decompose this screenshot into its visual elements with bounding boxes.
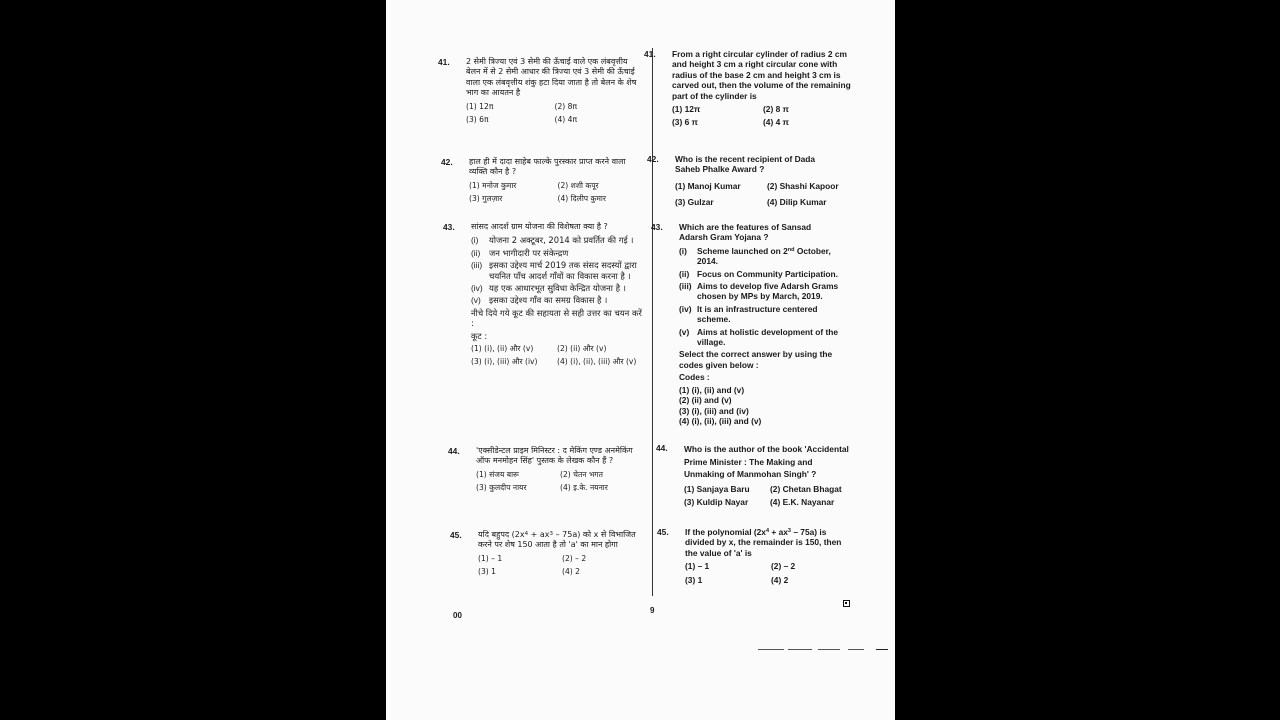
question-text: From a right circular cylinder of radius 2 cm and height 3 cm a right circular cone with radius of the base 2 cm and height 3 cm is carved out, then the volume of the remaining part of the cylinder is: [672, 49, 851, 101]
options: [471, 344, 643, 368]
option-1: (1) Manoj Kumar: [675, 180, 741, 191]
statement-ii: (ii) Focus on Community Participation.: [679, 268, 838, 279]
code-option-2: (2) (ii) and (v): [679, 395, 732, 406]
instruction-text: Select the correct answer by using the codes given below :: [679, 349, 833, 370]
question-text: Who is the author of the book 'Accidental Prime Minister : The Making and Unmaking of Manmohan Singh' ?: [684, 444, 849, 479]
question-43-hindi: [443, 222, 643, 368]
question-45-english: [657, 527, 849, 585]
codes-label: कूट :: [471, 330, 488, 341]
option-1: (1) – 1: [478, 553, 503, 563]
bottom-rule-5: [876, 649, 888, 650]
question-text: यदि बहुपद $(2x^4 + ax^3 - 75a)$ को x से विभाजित करने पर शेष 150 आता है तो 'a' का मान होगा: [478, 530, 636, 550]
bottom-rule-1: [758, 649, 784, 650]
option-3: (3) 1: [478, 567, 497, 577]
option-1: (1) 12π: [672, 104, 701, 115]
bottom-rule-2: [788, 649, 812, 650]
statement-iv: (iv) यह एक आधारभूत सुविधा केन्द्रित योजना है ।: [471, 283, 626, 294]
option-4: (4) Dilip Kumar: [767, 197, 827, 208]
option-2: (2) चेतन भगत: [560, 469, 603, 479]
question-text: हाल ही में दादा साहेब फाल्के पुरस्कार प्राप्त करने वाला व्यक्ति कौन है ?: [469, 157, 626, 177]
page-code-left: 00: [453, 611, 462, 620]
question-number: 43.: [651, 222, 663, 232]
question-42-hindi: [441, 157, 646, 205]
statement-iii: (iii) इसका उद्देश्य मार्च 2019 तक संसद सदस्यों द्वारा चयनित पाँच आदर्श गाँवों का विकास करना है ।: [471, 260, 637, 281]
options: [672, 104, 854, 128]
option-2: (2) (ii) और (v): [557, 344, 607, 354]
option-4: (4) 4π: [554, 115, 578, 125]
code-option-1: (1) (i), (ii) and (v): [679, 384, 745, 395]
options: [476, 470, 644, 494]
option-4: (4) (i), (ii), (iii) और (v): [557, 357, 637, 367]
options: [466, 102, 643, 126]
end-marker-square-icon: [843, 600, 850, 607]
option-4: (4) दिलीप कुमार: [557, 194, 606, 204]
question-number: 45.: [450, 530, 462, 540]
statement-ii: (ii) जन भागीदारी पर संकेन्द्रण: [471, 247, 569, 258]
options: [469, 181, 646, 205]
code-option-3: (3) (i), (iii) and (iv): [679, 405, 749, 416]
question-number: 42.: [441, 157, 453, 167]
option-1: (1) 12π: [466, 101, 494, 111]
options: [685, 561, 849, 585]
option-4: (4) E.K. Nayanar: [770, 496, 835, 507]
question-number: 45.: [657, 527, 669, 537]
question-41-hindi: [438, 57, 643, 125]
option-1: (1) संजय बारू: [476, 469, 519, 479]
question-number: 44.: [448, 446, 460, 456]
question-number: 44.: [656, 443, 668, 453]
options: [684, 484, 851, 508]
code-options: [679, 385, 841, 427]
option-3: (3) 6π: [466, 115, 489, 125]
question-45-hindi: [450, 530, 646, 578]
instruction-text: नीचे दिये गये कूट की सहायता से सही उत्तर का चयन करें :: [471, 307, 642, 329]
question-text: सांसद आदर्श ग्राम योजना की विशेषता क्या है ?: [471, 222, 608, 231]
option-1: (1) – 1: [685, 561, 710, 572]
statement-iii: (iii) Aims to develop five Adarsh Grams chosen by MPs by March, 2019.: [679, 281, 839, 302]
option-4: (4) इ.के. नयनार: [560, 483, 608, 493]
statement-list: [471, 235, 643, 305]
bottom-rule-3: [818, 649, 840, 650]
option-4: (4) 4 π: [763, 117, 789, 128]
option-1: (1) मनोज कुमार: [469, 180, 517, 190]
statement-i: (i) Scheme launched on 2nd October, 2014.: [679, 245, 831, 267]
option-2: (2) 8π: [554, 101, 578, 111]
options: [478, 554, 646, 578]
question-text: Who is the recent recipient of Dada Saheb Phalke Award ?: [675, 154, 816, 175]
exam-page: [386, 0, 895, 720]
question-text: 2 सेमी त्रिज्या एवं 3 सेमी की ऊँचाई वाले एक लंबवृत्तीय बेलन में से 2 सेमी आधार की त्रिज्या एवं 3 सेमी की ऊँचाई वाला एक लंबवृत्तीय शंकु हटा दिया जाता है तो बेलन के शेष भाग का आयतन है: [466, 57, 637, 98]
question-44-hindi: [448, 446, 644, 494]
option-2: (2) शशी कपूर: [557, 180, 599, 190]
option-3: (3) 6 π: [672, 117, 698, 128]
option-3: (3) Gulzar: [675, 197, 714, 208]
option-4: (4) 2: [771, 574, 789, 585]
question-text: Which are the features of Sansad Adarsh Gram Yojana ?: [679, 222, 812, 243]
option-3: (3) 1: [685, 574, 703, 585]
question-number: 43.: [443, 222, 455, 232]
option-3: (3) गुलज़ार: [469, 194, 503, 204]
option-3: (3) कुलदीप नायर: [476, 483, 527, 493]
option-1: (1) Sanjaya Baru: [684, 483, 750, 494]
code-option-4: (4) (i), (ii), (iii) and (v): [679, 415, 762, 426]
question-number: 41.: [438, 57, 450, 67]
question-number: 41.: [644, 49, 656, 59]
statement-iv: (iv) It is an infrastructure centered scheme.: [679, 303, 818, 325]
question-number: 42.: [647, 154, 659, 164]
option-4: (4) 2: [562, 567, 581, 577]
options: [675, 181, 859, 208]
option-3: (3) (i), (iii) और (iv): [471, 357, 538, 367]
option-2: (2) 8 π: [763, 104, 789, 115]
statement-list: [679, 246, 841, 348]
question-41-english: [644, 49, 854, 128]
option-2: (2) – 2: [771, 561, 796, 572]
option-2: (2) Chetan Bhagat: [770, 483, 842, 494]
option-1: (1) (i), (ii) और (v): [471, 344, 534, 354]
bottom-rule-4: [848, 649, 864, 650]
question-text: If the polynomial $(2x^4 + ax^3 - 75a)$ is divided by x, the remainder is 150, then the value of 'a' is: [685, 527, 842, 558]
codes-label: Codes :: [679, 372, 710, 383]
option-2: (2) Shashi Kapoor: [767, 180, 839, 191]
question-text: 'एक्सीडेन्टल प्राइम मिनिस्टर : द मेकिंग एण्ड अनमेकिंग ऑफ मनमोहन सिंह' पुस्तक के लेखक कौन हैं ?: [476, 446, 633, 466]
page-number: 9: [650, 606, 655, 615]
statement-v: (v) इसका उद्देश्य गाँव का समग्र विकास है ।: [471, 295, 608, 306]
option-2: (2) – 2: [562, 553, 587, 563]
option-3: (3) Kuldip Nayar: [684, 496, 749, 507]
statement-i: (i) योजना 2 अक्टूबर, 2014 को प्रवर्तित की गई ।: [471, 235, 634, 246]
question-44-english: [656, 443, 851, 507]
question-42-english: [647, 154, 859, 208]
statement-v: (v) Aims at holistic development of the village.: [679, 326, 839, 348]
question-43-english: [651, 222, 841, 426]
